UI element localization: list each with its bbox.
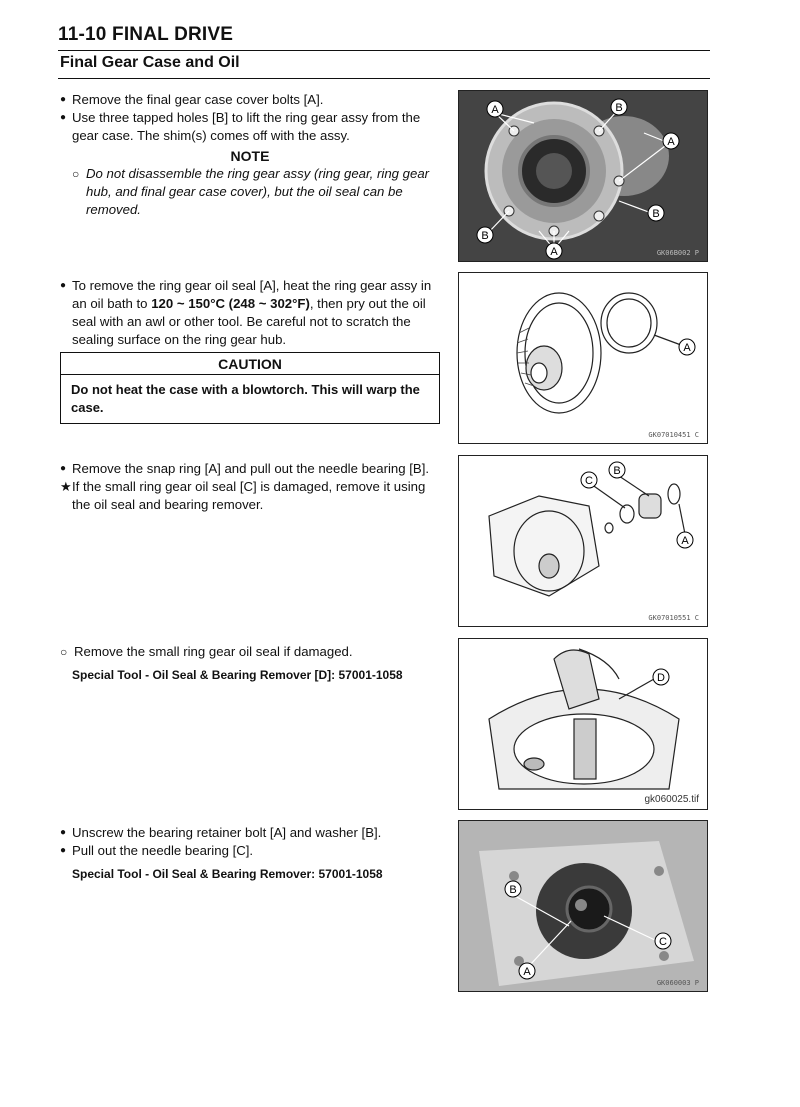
instruction-block-3 (60, 460, 440, 514)
bullet-icon: ● (60, 463, 67, 474)
fig1-callout-a: A (667, 136, 675, 148)
star-icon: ★ (60, 479, 72, 494)
fig1-callout-b: B (615, 102, 623, 114)
fig5-callout-a: A (523, 966, 531, 978)
instruction-block-2 (60, 277, 440, 424)
bullet-icon: ● (60, 845, 67, 856)
bullet-item: ● Pull out the needle bearing [C]. (60, 843, 254, 858)
caution-heading: CAUTION (61, 353, 439, 375)
bullet-icon: ● (60, 94, 67, 105)
fig4-callout-d: D (657, 672, 665, 684)
special-tool-line: Special Tool - Oil Seal & Bearing Remover: 57001-1058 (72, 867, 383, 881)
caution-text: Do not heat the case with a blowtorch. This will warp the case. (71, 382, 420, 415)
note-heading: NOTE (230, 148, 270, 164)
figure-code: gk060025.tif (644, 794, 699, 805)
figure-snap-ring-bearing (458, 455, 708, 627)
fig1-callout-b: B (481, 230, 489, 242)
sub-bullet-icon: ○ (72, 167, 80, 181)
figure-code: GK07010551 C (648, 614, 699, 622)
bullet-item: ● Use three tapped holes [B] to lift the ring gear assy from the gear case. The shim(s) comes off with the assy. (60, 110, 421, 143)
fig3-callout-c: C (585, 475, 593, 487)
star-item: ★ If the small ring gear oil seal [C] is damaged, remove it using the oil seal and bearing remover. (60, 479, 426, 512)
fig3-callout-b: B (613, 465, 621, 477)
ring-gear-drawing (459, 273, 708, 444)
temperature-value: 120 ~ 150°C (248 ~ 302°F) (151, 296, 310, 311)
snap-ring-drawing (459, 456, 708, 627)
bullet-icon: ● (60, 827, 67, 838)
page-header: 11-10 FINAL DRIVE (58, 24, 234, 45)
figure-bearing-retainer (458, 820, 708, 992)
instruction-block-1 (60, 91, 440, 219)
bullet-icon: ● (60, 280, 67, 291)
figure-code: GK060003 P (656, 979, 699, 987)
special-tool-line: Special Tool - Oil Seal & Bearing Remover [D]: 57001-1058 (72, 668, 403, 682)
caution-box (60, 352, 440, 424)
figure-code: GK06B002 P (656, 249, 699, 257)
bullet-item: ● Remove the final gear case cover bolts [A]. (60, 92, 324, 107)
fig1-callout-b: B (652, 208, 660, 220)
note-text: ○ Do not disassemble the ring gear assy (ring gear, ring gear hub, and final gear case cover), but the oil seal can be removed. (72, 166, 430, 217)
bullet-icon: ● (60, 112, 67, 123)
fig5-callout-b: B (509, 884, 517, 896)
fig5-callout-c: C (659, 936, 667, 948)
bullet-item: ● Unscrew the bearing retainer bolt [A] and washer [B]. (60, 825, 382, 840)
gear-case-photo (459, 91, 708, 262)
remover-tool-drawing (459, 639, 708, 810)
fig2-callout-a: A (683, 342, 691, 354)
figure-gear-case-cover (458, 90, 708, 262)
bearing-retainer-photo (459, 821, 708, 992)
fig3-callout-a: A (681, 535, 689, 547)
figure-ring-gear-oil-seal (458, 272, 708, 444)
figure-code: GK07010451 C (648, 431, 699, 439)
sub-item: ○ Remove the small ring gear oil seal if damaged. (60, 644, 353, 659)
instruction-block-5 (60, 824, 440, 883)
instruction-block-4 (60, 643, 440, 684)
section-title: Final Gear Case and Oil (60, 54, 240, 71)
figure-oil-seal-remover (458, 638, 708, 810)
bullet-item: ● Remove the snap ring [A] and pull out the needle bearing [B]. (60, 461, 430, 476)
header-rule (58, 50, 710, 51)
sub-bullet-icon: ○ (60, 645, 68, 659)
bullet-item: ● To remove the ring gear oil seal [A], heat the ring gear assy in an oil bath to 120 ~ 150°C (248 ~ 302°F), then pry out the oil seal with an awl or other tool. Be careful not to scratch the sealing surface on the ring gear hub. (60, 278, 432, 347)
fig1-callout-a: A (491, 104, 499, 116)
fig1-callout-a: A (550, 246, 558, 258)
section-rule (58, 78, 710, 79)
